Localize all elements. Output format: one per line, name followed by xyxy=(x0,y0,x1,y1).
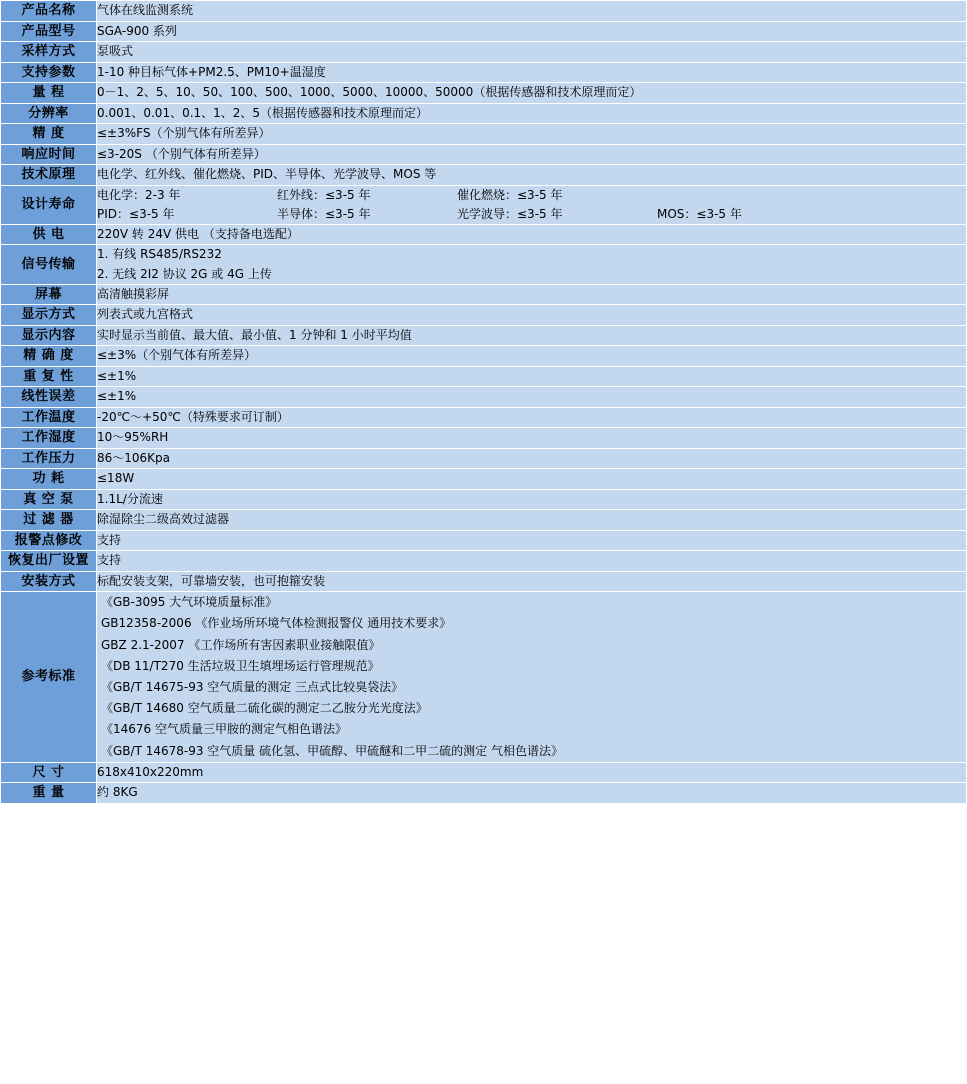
row-value xyxy=(97,510,967,531)
table-row xyxy=(1,530,967,551)
table-row xyxy=(1,762,967,783)
row-value xyxy=(97,469,967,490)
row-label: 安装方式 xyxy=(1,571,97,592)
standard-line: GB12358-2006 《作业场所环境气体检测报警仪 通用技术要求》 xyxy=(101,616,452,631)
value-line: -20℃～+50℃（特殊要求可订制） xyxy=(97,409,289,424)
value-line: SGA-900 系列 xyxy=(97,23,177,38)
table-row xyxy=(1,571,967,592)
row-value xyxy=(97,530,967,551)
row-value xyxy=(97,325,967,346)
design-life-cell: 电化学：2-3 年 xyxy=(97,187,181,202)
standard-line: 《DB 11/T270 生活垃圾卫生填埋场运行管理规范》 xyxy=(101,658,380,673)
row-value xyxy=(97,1,967,22)
table-row xyxy=(1,387,967,408)
row-value xyxy=(97,62,967,83)
row-label: 工作湿度 xyxy=(1,428,97,449)
row-label: 支持参数 xyxy=(1,62,97,83)
design-life-cell: MOS：≤3-5 年 xyxy=(657,206,742,221)
value-line: 618x410x220mm xyxy=(97,764,204,779)
table-row xyxy=(1,224,967,245)
row-label: 精 度 xyxy=(1,124,97,145)
table-row xyxy=(1,305,967,326)
row-value xyxy=(97,489,967,510)
row-label: 报警点修改 xyxy=(1,530,97,551)
row-value xyxy=(97,245,967,284)
table-row xyxy=(1,469,967,490)
value-line: 支持 xyxy=(97,532,122,547)
standard-line: 《GB/T 14680 空气质量二硫化碳的测定二乙胺分光光度法》 xyxy=(101,701,428,716)
value-line: 0.001、0.01、0.1、1、2、5（根据传感器和技术原理而定） xyxy=(97,105,429,120)
design-life-cell: 催化燃烧：≤3-5 年 xyxy=(457,187,563,202)
row-value xyxy=(97,21,967,42)
row-value xyxy=(97,284,967,305)
row-label: 重 量 xyxy=(1,783,97,804)
standard-line: 《GB/T 14675-93 空气质量的测定 三点式比较臭袋法》 xyxy=(101,680,404,694)
table-row xyxy=(1,366,967,387)
table-row xyxy=(1,144,967,165)
row-label: 信号传输 xyxy=(1,245,97,284)
value-line: 约 8KG xyxy=(97,785,138,800)
value-line: 除湿除尘二级高效过滤器 xyxy=(97,512,230,527)
table-row xyxy=(1,124,967,145)
row-value xyxy=(97,144,967,165)
design-life-cell: 光学波导：≤3-5 年 xyxy=(457,206,563,221)
table-row xyxy=(1,83,967,104)
row-label: 真 空 泵 xyxy=(1,489,97,510)
value-line: 电化学、红外线、催化燃烧、PID、半导体、光学波导、MOS 等 xyxy=(97,167,437,182)
design-life-row xyxy=(97,186,966,205)
value-line: ≤18W xyxy=(97,471,135,486)
row-value xyxy=(97,83,967,104)
row-label: 供 电 xyxy=(1,224,97,245)
standard-line: 《GB/T 14678-93 空气质量 硫化氢、甲硫醇、甲硫醚和二甲二硫的测定 气相色谱法》 xyxy=(101,743,563,758)
design-life-grid xyxy=(97,186,966,224)
row-value xyxy=(97,165,967,186)
row-value xyxy=(97,571,967,592)
standard-line: 《GB-3095 大气环境质量标准》 xyxy=(101,595,278,610)
table-row xyxy=(1,489,967,510)
value-line: 支持 xyxy=(97,553,122,568)
table-row xyxy=(1,551,967,572)
value-line: 泵吸式 xyxy=(97,44,134,59)
row-value xyxy=(97,185,967,224)
row-label: 线性误差 xyxy=(1,387,97,408)
row-label: 技术原理 xyxy=(1,165,97,186)
value-line: ≤±3%FS（个别气体有所差异） xyxy=(97,126,271,141)
row-label: 恢复出厂设置 xyxy=(1,551,97,572)
row-label: 工作压力 xyxy=(1,448,97,469)
value-line: 10～95%RH xyxy=(97,430,169,445)
row-value xyxy=(97,448,967,469)
value-line: 86～106Kpa xyxy=(97,450,171,465)
row-label: 重 复 性 xyxy=(1,366,97,387)
row-value xyxy=(97,366,967,387)
value-line: 1.1L/分流速 xyxy=(97,491,163,506)
row-label: 功 耗 xyxy=(1,469,97,490)
value-line: 列表式或九宫格式 xyxy=(97,307,194,322)
row-label: 产品型号 xyxy=(1,21,97,42)
row-label: 产品名称 xyxy=(1,1,97,22)
design-life-cell: PID：≤3-5 年 xyxy=(97,206,175,221)
design-life-cell: 红外线：≤3-5 年 xyxy=(277,187,371,202)
value-line: ≤±3%（个别气体有所差异） xyxy=(97,348,257,363)
row-label: 量 程 xyxy=(1,83,97,104)
value-line: 气体在线监测系统 xyxy=(97,3,194,18)
row-label: 参考标准 xyxy=(1,592,97,763)
row-value xyxy=(97,124,967,145)
row-value xyxy=(97,551,967,572)
table-row-reference-standards xyxy=(1,592,967,763)
table-row xyxy=(1,448,967,469)
value-line: 2. 无线 2I2 协议 2G 或 4G 上传 xyxy=(97,266,272,281)
standard-line: GBZ 2.1-2007 《工作场所有害因素职业接触限值》 xyxy=(101,637,381,652)
row-label: 分辨率 xyxy=(1,103,97,124)
table-row xyxy=(1,510,967,531)
value-line: 1. 有线 RS485/RS232 xyxy=(97,247,222,262)
value-line: 标配安装支架，可靠墙安装，也可抱箍安装 xyxy=(97,573,326,588)
row-label: 屏幕 xyxy=(1,284,97,305)
row-value xyxy=(97,42,967,63)
row-value xyxy=(97,224,967,245)
value-line: 220V 转 24V 供电 （支持备电选配） xyxy=(97,227,299,242)
table-row xyxy=(1,428,967,449)
value-line: 0－1、2、5、10、50、100、500、1000、5000、10000、50000（根据传感器和技术原理而定） xyxy=(97,85,642,100)
table-row xyxy=(1,346,967,367)
table-row xyxy=(1,245,967,284)
row-label: 尺 寸 xyxy=(1,762,97,783)
row-label: 采样方式 xyxy=(1,42,97,63)
row-value xyxy=(97,103,967,124)
row-value xyxy=(97,387,967,408)
row-label: 精 确 度 xyxy=(1,346,97,367)
row-label: 显示内容 xyxy=(1,325,97,346)
table-row xyxy=(1,1,967,22)
row-label: 设计寿命 xyxy=(1,185,97,224)
specification-table-body xyxy=(1,1,967,804)
value-line: 1-10 种目标气体+PM2.5、PM10+温湿度 xyxy=(97,64,326,79)
value-line: ≤±1% xyxy=(97,368,137,383)
row-value xyxy=(97,305,967,326)
table-row xyxy=(1,325,967,346)
table-row xyxy=(1,21,967,42)
row-label: 工作温度 xyxy=(1,407,97,428)
row-value xyxy=(97,428,967,449)
table-row xyxy=(1,165,967,186)
row-label: 响应时间 xyxy=(1,144,97,165)
table-row xyxy=(1,783,967,804)
value-line: ≤3-20S （个别气体有所差异） xyxy=(97,146,266,161)
value-line: ≤±1% xyxy=(97,389,137,404)
table-row xyxy=(1,42,967,63)
design-life-row xyxy=(97,205,966,224)
row-value xyxy=(97,592,967,763)
row-label: 过 滤 器 xyxy=(1,510,97,531)
row-value xyxy=(97,407,967,428)
table-row xyxy=(1,284,967,305)
row-value xyxy=(97,346,967,367)
table-row-design-life xyxy=(1,185,967,224)
table-row xyxy=(1,407,967,428)
standard-line: 《14676 空气质量三甲胺的测定气相色谱法》 xyxy=(101,722,347,737)
value-line: 实时显示当前值、最大值、最小值、1 分钟和 1 小时平均值 xyxy=(97,327,412,342)
table-row xyxy=(1,62,967,83)
row-value xyxy=(97,762,967,783)
row-label: 显示方式 xyxy=(1,305,97,326)
design-life-cell: 半导体：≤3-5 年 xyxy=(277,206,371,221)
value-line: 高清触摸彩屏 xyxy=(97,286,170,301)
table-row xyxy=(1,103,967,124)
row-value xyxy=(97,783,967,804)
